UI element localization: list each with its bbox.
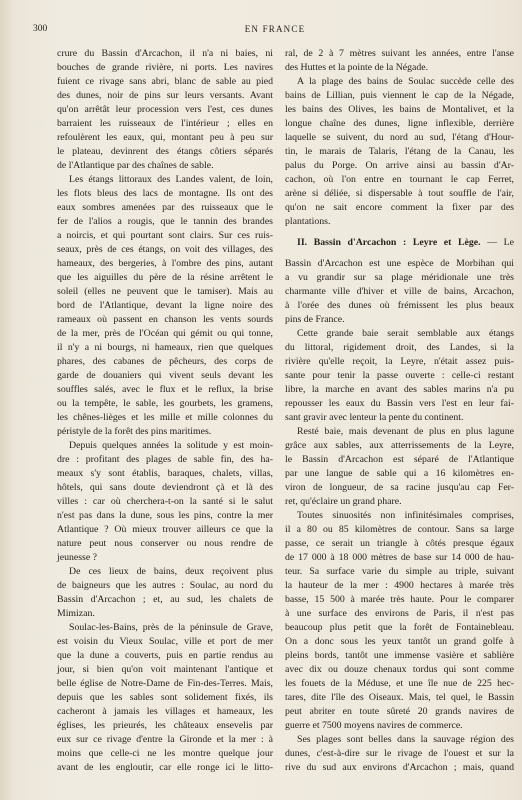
text-line [57,425,273,439]
line-text: à une surface des environs de Paris, il n'est pas [285,608,514,619]
text-line [57,453,273,467]
text-line [57,691,273,705]
text-line [285,719,514,733]
left-column [57,47,273,775]
text-line [57,369,273,383]
page-number: 300 [33,24,48,34]
paragraph-start-line [285,733,514,747]
line-text: fer de l'alios a rougis, que le tannin des brandes [57,216,273,227]
line-text: le plateau, devinrent des étangs côtiers séparés [57,146,273,157]
line-text: eux sur ce rivage d'entre la Gironde et la mer : à [57,734,273,745]
line-text: les chênes-lièges et les mille et mille colonnes du [57,412,273,423]
line-text: bord de l'Atlantique, devant la ligne noire des [57,300,273,311]
paragraph-start-line [285,75,514,89]
line-text: de 17 000 à 18 000 mètres de base sur 14 000 de hau- [285,552,514,563]
text-line [285,257,514,271]
text-line [57,159,273,173]
line-text: A la plage des bains de Soulac succède celle des [297,76,514,87]
text-line [57,411,273,425]
line-text: péristyle de la forêt des pins maritimes. [57,426,212,437]
text-line [57,327,273,341]
line-text: avant de les engloutir, car elle ronge ici le litto- [57,762,273,773]
line-text [297,236,514,250]
text-line [285,131,514,145]
line-text: est voisin du Vieux Soulac, ville et port de mer [57,636,273,647]
text-line [285,537,514,551]
text-line [285,481,514,495]
line-text: rive du sud aux environs d'Arcachon ; mais, quand [285,762,514,773]
line-text: à l'orée des dunes où frémissent les plus beaux [285,300,514,311]
line-text: Atlantique ? Où mieux trouver ailleurs ce que la [57,524,273,535]
line-text: viron de longueur, de sa racine jusqu'au cap Fer- [285,482,514,493]
text-line [57,47,273,61]
line-text: ret, qu'éclaire un grand phare. [285,496,402,507]
line-text: Mimizan. [57,608,95,619]
text-line [285,523,514,537]
line-text: les flots bleus des lacs de montagne. Ils ont des [57,188,273,199]
line-text: Bassin d'Arcachon ; et, au sud, les chalets de [57,594,273,605]
line-text: jour, si bien qu'on voit maintenant l'antique et [57,664,273,675]
text-line [285,411,514,425]
line-text: plantations. [285,216,331,227]
text-line [57,341,273,355]
text-line [285,621,514,635]
text-line [57,215,273,229]
line-text: arène si déliée, si dispersable à tout souffle de l'air, [285,188,514,199]
text-line [285,299,514,313]
paragraph-start-line [285,327,514,341]
text-line [57,131,273,145]
line-text: eaux sombres amenées par des ruisseaux que le [57,202,273,213]
section-heading-run-in: — Le [487,237,514,248]
line-text: Depuis quelques années la solitude y est moin- [69,440,273,451]
line-text: seaux, près de ces étangs, on voit des villages, des [57,244,273,255]
text-line [285,579,514,593]
line-text: des Huttes et la pointe de la Négade. [285,62,429,73]
text-line [57,579,273,593]
text-line [285,355,514,369]
text-line [285,61,514,75]
paragraph-start-line [57,173,273,187]
line-text: a noircis, et qui pourtant sont clairs. Sur ces ruis- [57,230,273,241]
paragraph-start-line [57,621,273,635]
text-line [57,635,273,649]
text-line [285,593,514,607]
text-line [57,257,273,271]
line-text: villes : car où cherchera-t-on la santé si le salut [57,496,273,507]
line-text: meaux s'y sont établis, baraques, chalets, villas, [57,468,273,479]
line-text: du littoral, rigidement droit, des Landes, si la [285,342,514,353]
line-text: cacheront à jamais les villages et hameaux, les [57,706,273,717]
line-text: la hauteur de la mer : 4900 hectares à marée très [285,580,514,591]
line-text: libre, la marche en avant des sables marins n'a pu [285,384,514,395]
text-line [285,215,514,229]
paragraph-start-line [57,565,273,579]
text-line [285,173,514,187]
text-line [57,397,273,411]
text-line [57,117,273,131]
section-heading-line [285,236,514,250]
line-text: soleil (elles ne peuvent que le tamiser). Mais au [57,286,273,297]
line-text: dre : profitant des plages de sable fin, des ha- [57,454,273,465]
line-text: nature peut nous conserver ou nous rendre de [57,538,273,549]
line-text: tin, le marais de Talaris, l'étang de la Canau, les [285,146,514,157]
section-heading: II. Bassin d'Arcachon : Leyre et Lège. [297,237,481,248]
text-line [57,761,273,775]
line-text: rameaux où passent en chanson les vents sourds [57,314,273,325]
line-text: les bains des Olives, les bains de Montalivet, et la [285,104,514,115]
line-text: fuient ce rivage sans abri, blanc de sable au pied [57,76,273,87]
text-line [57,201,273,215]
text-line [57,705,273,719]
text-line [285,397,514,411]
line-text: cachon, où l'on entre en tournant le cap Ferret, [285,174,514,185]
text-line [285,103,514,117]
text-line [57,677,273,691]
text-line [57,299,273,313]
line-text: Ses plages sont belles dans la sauvage région des [297,734,514,745]
text-line [285,467,514,481]
text-line [285,495,514,509]
line-text: beaucoup plus petit que la forêt de Fontainebleau. [285,622,514,633]
text-line [285,187,514,201]
line-text: palus du Porge. On arrive ainsi au bassin d'Ar- [285,160,514,171]
line-text: crure du Bassin d'Arcachon, il n'a ni baies, ni [57,48,273,59]
text-line [57,313,273,327]
line-text: des dunes, noir de pins sur leurs versants. Avant [57,90,273,101]
line-text: grâce aux sables, aux atterrissements de la Leyre, [285,440,514,451]
line-text: longue chaîne des dunes, ligne inflexible, derrière [285,118,514,129]
line-text: Soulac-les-Bains, près de la péninsule de Grave, [69,622,273,633]
text-line [57,61,273,75]
text-line [57,355,273,369]
text-line [285,201,514,215]
text-line [57,383,273,397]
text-line [57,523,273,537]
text-line [57,89,273,103]
line-text: charmante ville d'hiver et ville de bains, Arcachon, [285,286,514,297]
right-column [285,47,514,775]
text-line [285,369,514,383]
line-text: garde de douaniers qui vivent seuls devant les [57,370,273,381]
running-title: EN FRANCE [244,24,306,34]
text-line [285,677,514,691]
line-text: avec dix ou douze chenaux tordus qui sont comme [285,664,514,675]
line-text: barraient les ruisseaux de l'intérieur ; elles en [57,118,273,129]
text-line [57,551,273,565]
text-line [57,593,273,607]
text-line [57,509,273,523]
line-text: Resté baie, mais devenant de plus en plus lagune [297,426,514,437]
line-text: teur. Sa surface varie du simple au triple, suivant [285,566,514,577]
text-line [57,607,273,621]
line-text: depuis que les sables sont solidement fixés, ils [57,692,273,703]
line-text: par une langue de sable qui a 16 kilomètres en- [285,468,514,479]
text-line [57,481,273,495]
line-text: De ces lieux de bains, deux reçoivent plus [69,566,273,577]
line-text: moins que celle-ci ne les montre quelque jour [57,748,273,759]
line-text: sante pour tenir la passe ouverte : celle-ci restant [285,370,514,381]
line-text: hameaux, des bergeries, à l'ombre des pins, autant [57,258,273,269]
paragraph-start-line [285,425,514,439]
text-line [57,145,273,159]
paragraph-start-line [57,439,273,453]
line-text: belle église de Notre-Dame de Fin-des-Terres. Mais, [57,678,273,689]
line-text: églises, les prieurés, les châteaux ensevelis par [57,720,273,731]
line-text: tares, dite l'île des Oiseaux. Mais, tel quel, le Bassin [285,692,514,703]
text-line [285,747,514,761]
text-line [285,649,514,663]
text-line [285,117,514,131]
line-text: On a donc sous les yeux tantôt un grand golfe à [285,636,514,647]
text-line [285,565,514,579]
line-text: n'est pas dans la dune, sous les pins, contre la mer [57,510,273,521]
text-line [285,145,514,159]
line-text: bains de Lillian, puis viennent le cap de la Négade, [285,90,514,101]
line-text: de baigneurs que les autres : Soulac, au nord du [57,580,273,591]
text-line [57,649,273,663]
line-text: guerre et 7500 moyens navires de commerce. [285,720,463,731]
line-text: que la dune a couverts, puis en partie rendus au [57,650,273,661]
line-text: souffles salés, avec le flux et le reflux, la brise [57,384,273,395]
line-text: qu'on ne sait encore comment la fixer par des [285,202,514,213]
text-line [285,761,514,775]
line-text: que les aiguilles du père de la résine arrêtent le [57,272,273,283]
text-line [57,733,273,747]
text-line [285,341,514,355]
line-text: Bassin d'Arcachon est une espèce de Morbihan qui [285,258,514,269]
line-text: bouches de grande rivière, ni ports. Les navires [57,62,273,73]
text-line [285,439,514,453]
line-text: Toutes sinuosités non infinitésimales comprises, [297,510,514,521]
line-text: sant gravir avec lenteur la pente du continent. [285,412,464,423]
text-line [285,285,514,299]
text-line [57,285,273,299]
text-line [57,229,273,243]
line-text: phares, des cabanes de pêcheurs, des corps de [57,356,273,367]
text-line [285,635,514,649]
text-line [57,747,273,761]
line-text: repousser les eaux du Bassin vers l'est en leur fai- [285,398,514,409]
line-text: ral, de 2 à 7 mètres suivant les années, entre l'anse [285,48,514,59]
text-line [285,607,514,621]
text-line [285,383,514,397]
text-line [57,467,273,481]
text-line [285,313,514,327]
line-text: il n'y a ni bourgs, ni hameaux, rien que quelques [57,342,273,353]
paragraph-start-line [285,509,514,523]
line-text: de l'Atlantique par des chaînes de sable. [57,160,214,171]
text-line [57,187,273,201]
line-text: refoulèrent les eaux, qui, montant peu à peu sur [57,132,273,143]
text-line [285,271,514,285]
line-text: pleins bords, tantôt une immense vasière et sablière [285,650,514,661]
line-text: a vu grandir sur sa plage méridionale une très [285,272,514,283]
line-text: Cette grande baie serait semblable aux étangs [297,328,514,339]
line-text: jeunesse ? [57,552,97,563]
line-text: hôtels, qui sans doute deviendront çà et là des [57,482,273,493]
text-line [57,271,273,285]
text-line [57,103,273,117]
line-text: dunes, c'est-à-dire sur le rivage de l'ouest et sur la [285,748,514,759]
line-text: il a 80 ou 85 kilomètres de contour. Sans sa large [285,524,514,535]
line-text: peut abriter en toute sûreté 20 grands navires de [285,706,514,717]
text-line [57,663,273,677]
text-line [285,47,514,61]
line-text: pins de France. [285,314,345,325]
text-line [285,453,514,467]
line-text: le Bassin d'Arcachon est séparé de l'Atlantique [285,454,514,465]
line-text: ou la tempête, le sable, les gourbets, les gramens, [57,398,273,409]
line-text: les fouets de la Méduse, et une île nue de 225 hec- [285,678,514,689]
line-text: de la mer, près de l'Océan qui gémit ou qui tonne, [57,328,273,339]
text-line [57,719,273,733]
text-line [285,89,514,103]
line-text: rivière qu'elle reçoit, la Leyre, n'était assez puis- [285,356,514,367]
text-line [57,75,273,89]
line-text: Les étangs littoraux des Landes valent, de loin, [69,174,273,185]
line-text: laquelle se suivent, du nord au sud, l'étang d'Hour- [285,132,514,143]
text-line [285,705,514,719]
text-line [285,663,514,677]
line-text: basse, 15 500 à marée très haute. Pour le comparer [285,594,514,605]
text-line [285,691,514,705]
text-line [57,537,273,551]
text-line [285,551,514,565]
text-line [57,495,273,509]
text-line [57,243,273,257]
text-line [285,159,514,173]
line-text: qu'on arrêtât leur procession vers l'est, ces dunes [57,104,273,115]
line-text: passe, ce serait un triangle à côtés presque égaux [285,538,514,549]
